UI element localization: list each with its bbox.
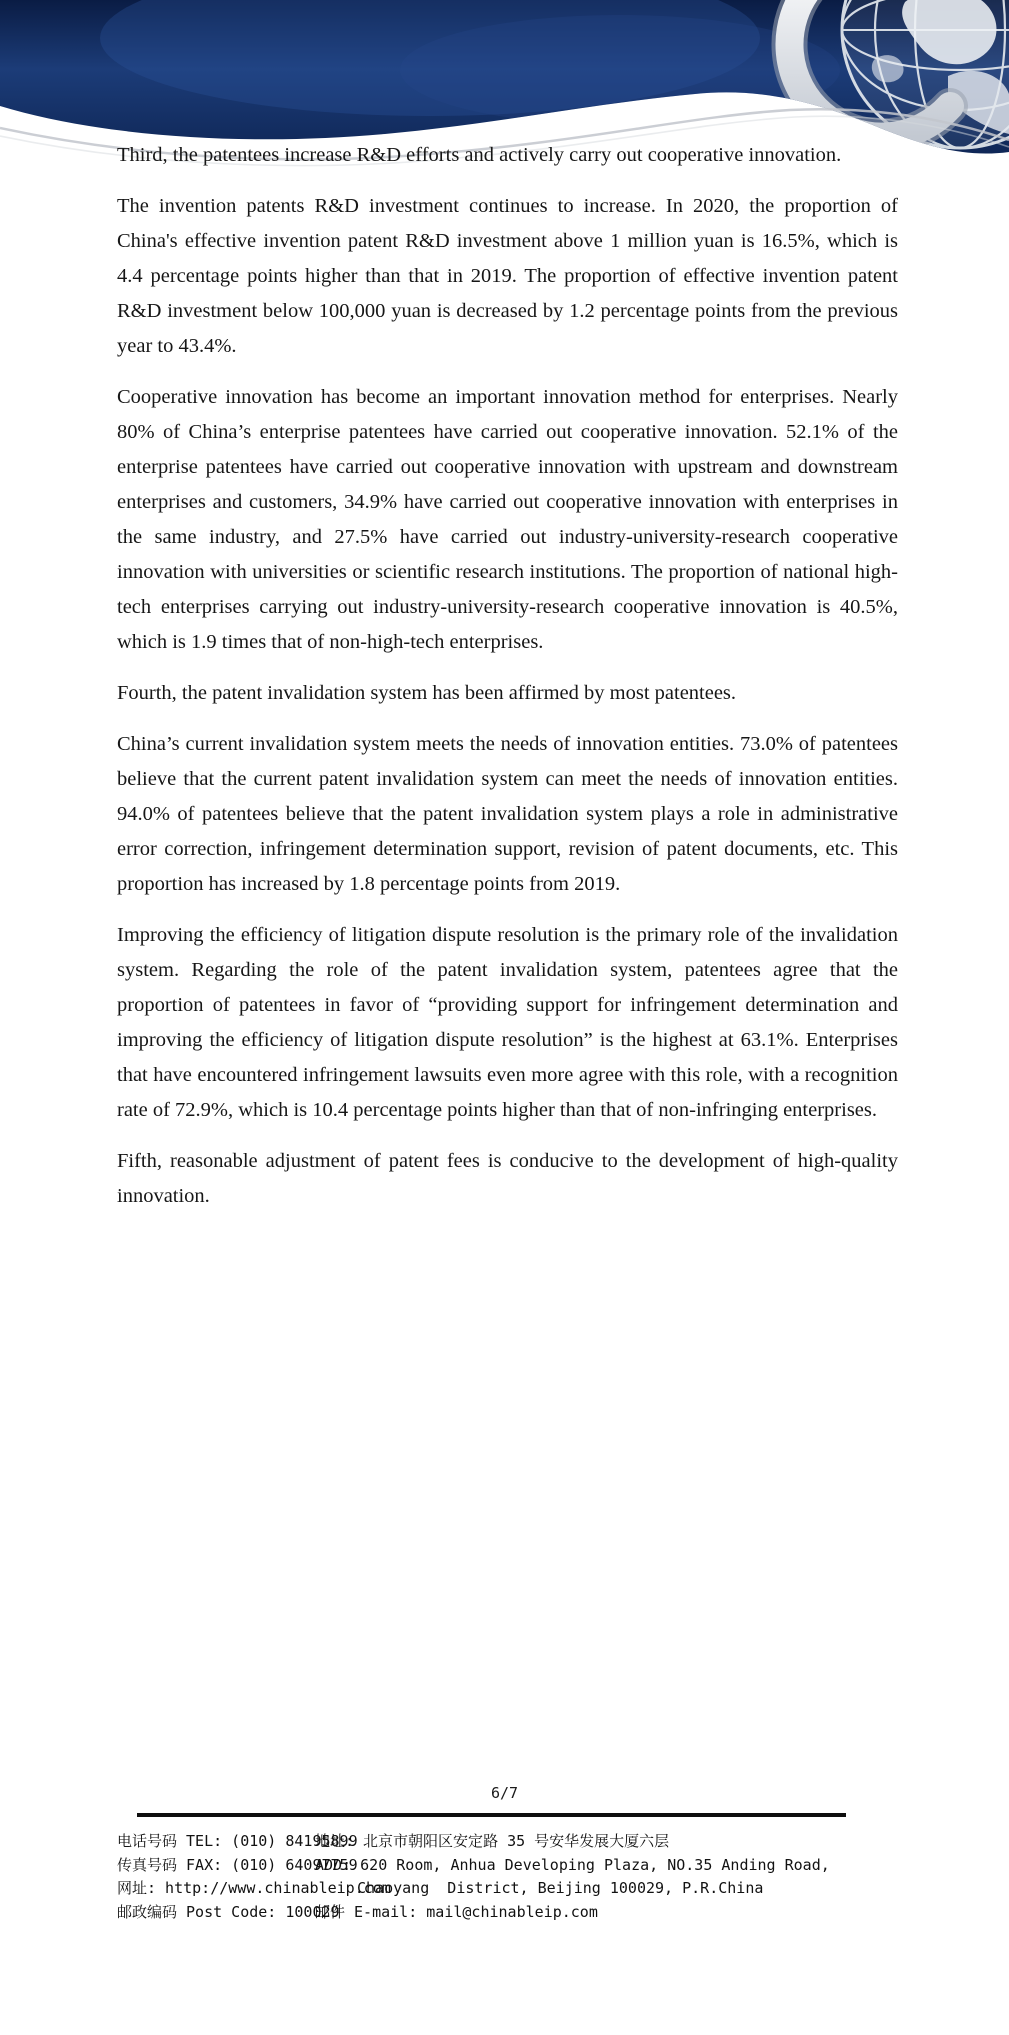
- paragraph-invalidation-system: China’s current invalidation system meets the needs of innovation entities. 73.0% of patentees believe that the current patent invalidation system can meet the needs of innovation entities. 94.0% of patentees believe that the patent invalidation system plays a role in administrative error correction, infringement determination support, revision of patent documents, etc. This proportion has increased by 1.8 percentage points from 2019.: [117, 733, 898, 895]
- page-number: 6/7: [490, 1784, 519, 1802]
- footer-address-en-line2: Chaoyang District, Beijing 100029, P.R.China: [357, 1879, 764, 1897]
- paragraph-litigation-efficiency: Improving the efficiency of litigation dispute resolution is the primary role of the invalidation system. Regarding the role of the patent invalidation system, patentees agree that the proportion of patentees in favor of “providing support for infringement determination and improving the efficiency of litigation dispute resolution” is the highest at 63.1%. Enterprises that have encountered infringement lawsuits even more agree with this role, with a recognition rate of 72.9%, which is 10.4 percentage points higher than that of non-infringing enterprises.: [117, 924, 898, 1121]
- footer-postcode: 邮政编码 Post Code: 100029: [117, 1902, 340, 1921]
- footer-fax: 传真号码 FAX: (010) 64097759: [117, 1855, 358, 1874]
- paragraph-rd-investment: The invention patents R&D investment continues to increase. In 2020, the proportion of China's effective invention patent R&D investment above 1 million yuan is 16.5%, which is 4.4 percentage points higher than that in 2019. The proportion of effective invention patent R&D investment below 100,000 yuan is decreased by 1.2 percentage points from the previous year to 43.4%.: [117, 195, 898, 357]
- footer-website: 网址: http://www.chinableip.com: [117, 1879, 391, 1897]
- footer-address-cn: 地址: 北京市朝阳区安定路 35 号安华发展大厦六层: [315, 1832, 670, 1850]
- document-body: [117, 138, 898, 1230]
- paragraph-cooperative-innovation: Cooperative innovation has become an important innovation method for enterprises. Nearly 80% of China’s enterprise patentees have carried out cooperative innovation. 52.1% of the enterprise patentees have carried out cooperative innovation with upstream and downstream enterprises and customers, 34.9% have carried out cooperative innovation with enterprises in the same industry, and 27.5% have carried out industry-university-research cooperative innovation with universities or scientific research institutions. The proportion of national high-tech enterprises carrying out industry-university-research cooperative innovation is 40.5%, which is 1.9 times that of non-high-tech enterprises.: [117, 386, 898, 653]
- footer-left-column: [117, 1830, 391, 1924]
- footer-divider: [137, 1813, 846, 1817]
- footer-right-column: [315, 1830, 915, 1924]
- footer-email: 邮件 E-mail: mail@chinableip.com: [315, 1902, 598, 1921]
- footer-address-en-line1: ADD: 620 Room, Anhua Developing Plaza, NO.35 Anding Road,: [315, 1855, 830, 1874]
- paragraph-fifth-heading: Fifth, reasonable adjustment of patent fees is conducive to the development of high-quality innovation.: [117, 1150, 898, 1207]
- paragraph-fourth-heading: Fourth, the patent invalidation system has been affirmed by most patentees.: [117, 682, 737, 704]
- paragraph-third-heading: Third, the patentees increase R&D efforts and actively carry out cooperative innovation.: [117, 144, 842, 166]
- footer-tel: 电话号码 TEL: (010) 84195899: [117, 1832, 358, 1850]
